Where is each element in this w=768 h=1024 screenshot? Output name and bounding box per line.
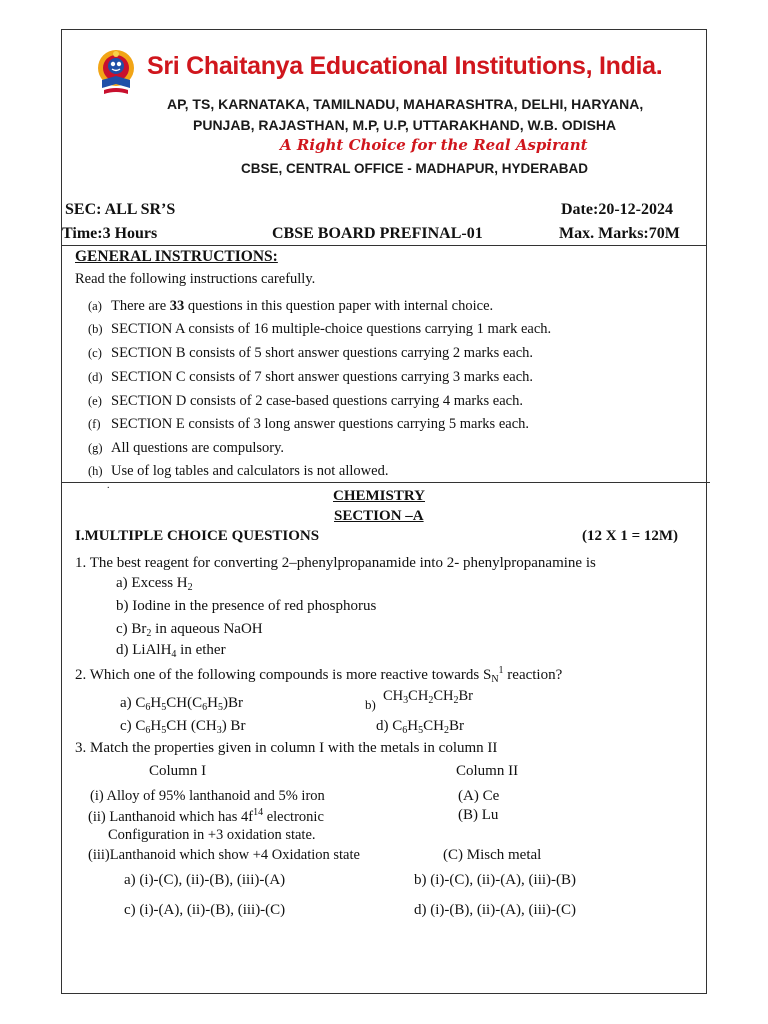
question-1-text: 1. The best reagent for converting 2–phenylpropanamide into 2- phenylpropanamine is: [75, 555, 596, 571]
instruction-letter: (a): [88, 299, 102, 313]
question-3-text: 3. Match the properties given in column I with the metals in column II: [75, 740, 498, 756]
instructions-divider: [62, 482, 710, 483]
q3-item-B: (B) Lu: [458, 807, 499, 823]
instruction-letter: (b): [88, 322, 103, 336]
q3-item-ii: (ii) Lanthanoid which has $4f^{14}$ electronic: [88, 807, 324, 825]
q3-option-a: a) (i)-(C), (ii)-(B), (iii)-(A): [124, 872, 286, 888]
exam-date: Date:20-12-2024: [561, 201, 673, 218]
q2-option-d: d) $C_6H_5CH_2Br$: [376, 718, 464, 736]
q3-item-i: (i) Alloy of 95% lanthanoid and 5% iron: [90, 788, 325, 804]
question-2-text: 2. Which one of the following compounds is more reactive towards $S_N^1$ reaction?: [75, 665, 563, 685]
q2-option-b: $CH_3CH_2CH_2Br$: [383, 688, 473, 706]
institution-name: Sri Chaitanya Educational Institutions, India.: [147, 52, 663, 80]
q2-option-c: c) $C_6H_5CH$ $(CH_3)$ Br: [120, 718, 246, 736]
instruction-text-continued: questions in this question paper with internal choice.: [184, 298, 494, 314]
q3-item-iii: (iii)Lanthanoid which show +4 Oxidation state: [88, 847, 360, 863]
instruction-letter: (c): [88, 346, 102, 360]
q3-item-A: (A) Ce: [458, 788, 500, 804]
q1-option-a: a) Excess $H_2$: [116, 575, 193, 593]
q1-option-b: b) Iodine in the presence of red phosphorus: [116, 598, 377, 614]
q3-item-C: (C) Misch metal: [443, 847, 542, 863]
instruction-letter: (f): [88, 417, 101, 431]
instruction-text: SECTION D consists of 2 case-based questions carrying 4 marks each.: [111, 393, 523, 409]
instruction-letter: (d): [88, 370, 103, 384]
exam-title: CBSE BOARD PREFINAL-01: [272, 225, 483, 242]
instructions-heading: GENERAL INSTRUCTIONS:: [75, 248, 278, 265]
q1-option-c: c) $Br_2$ in aqueous NaOH: [116, 621, 263, 639]
max-marks: Max. Marks:70M: [559, 225, 680, 242]
central-office: CBSE, CENTRAL OFFICE - MADHAPUR, HYDERABAD: [241, 161, 589, 176]
instruction-text: All questions are compulsory.: [111, 440, 285, 456]
q3-column-1-header: Column I: [149, 763, 207, 779]
states-line-2: PUNJAB, RAJASTHAN, M.P, U.P, UTTARAKHAND, W.B. ODISHA: [193, 117, 617, 133]
q3-column-2-header: Column II: [456, 763, 519, 779]
instructions-intro: Read the following instructions carefully.: [75, 271, 316, 287]
instruction-item: [88, 298, 493, 315]
header-divider: [62, 245, 706, 246]
instruction-text: There are: [111, 298, 170, 314]
states-line-1: AP, TS, KARNATAKA, TAMILNADU, MAHARASHTRA, DELHI, HARYANA,: [167, 96, 644, 112]
section-label: SEC: ALL SR’S: [65, 201, 176, 218]
q2-option-a: a) $C_6H_5CH(C_6H_5)Br$: [120, 695, 243, 713]
instruction-letter: (g): [88, 441, 103, 455]
instruction-item: [88, 321, 551, 338]
instruction-item: [88, 369, 533, 386]
q3-option-b: b) (i)-(C), (ii)-(A), (iii)-(B): [414, 872, 577, 888]
instruction-text: SECTION B consists of 5 short answer questions carrying 2 marks each.: [111, 345, 534, 361]
instruction-letter: (e): [88, 394, 102, 408]
instruction-item: [88, 463, 388, 480]
instruction-text: SECTION C consists of 7 short answer questions carrying 3 marks each.: [111, 369, 534, 385]
instruction-text: Use of log tables and calculators is not allowed.: [111, 463, 389, 479]
q3-item-ii-continued: Configuration in +3 oxidation state.: [108, 827, 316, 843]
q3-option-d: d) (i)-(B), (ii)-(A), (iii)-(C): [414, 902, 577, 918]
q2-option-b-label: b): [365, 697, 376, 712]
part-title: I.MULTIPLE CHOICE QUESTIONS: [75, 528, 320, 544]
instruction-text: SECTION E consists of 3 long answer questions carrying 5 marks each.: [111, 416, 530, 432]
instruction-item: [88, 416, 529, 433]
exam-duration: Time:3 Hours: [62, 225, 158, 242]
q3-option-c: c) (i)-(A), (ii)-(B), (iii)-(C): [124, 902, 286, 918]
instruction-item: [88, 345, 533, 362]
stray-dot: .: [107, 480, 110, 491]
section-title: SECTION –A: [334, 508, 424, 524]
sri-chaitanya-emblem-icon: [92, 46, 140, 106]
subject-title: CHEMISTRY: [333, 488, 425, 504]
instruction-emphasis: 33: [169, 298, 185, 314]
q1-option-d: d) LiAlH$_4$ in ether: [116, 642, 226, 660]
instruction-item: [88, 393, 523, 410]
part-marks: (12 X 1 = 12M): [582, 528, 679, 544]
instruction-letter: (h): [88, 464, 103, 478]
instruction-item: [88, 440, 284, 457]
tagline: A Right Choice for the Real Aspirant: [280, 136, 588, 154]
instruction-text: SECTION A consists of 16 multiple-choice questions carrying 1 mark each.: [111, 321, 552, 337]
